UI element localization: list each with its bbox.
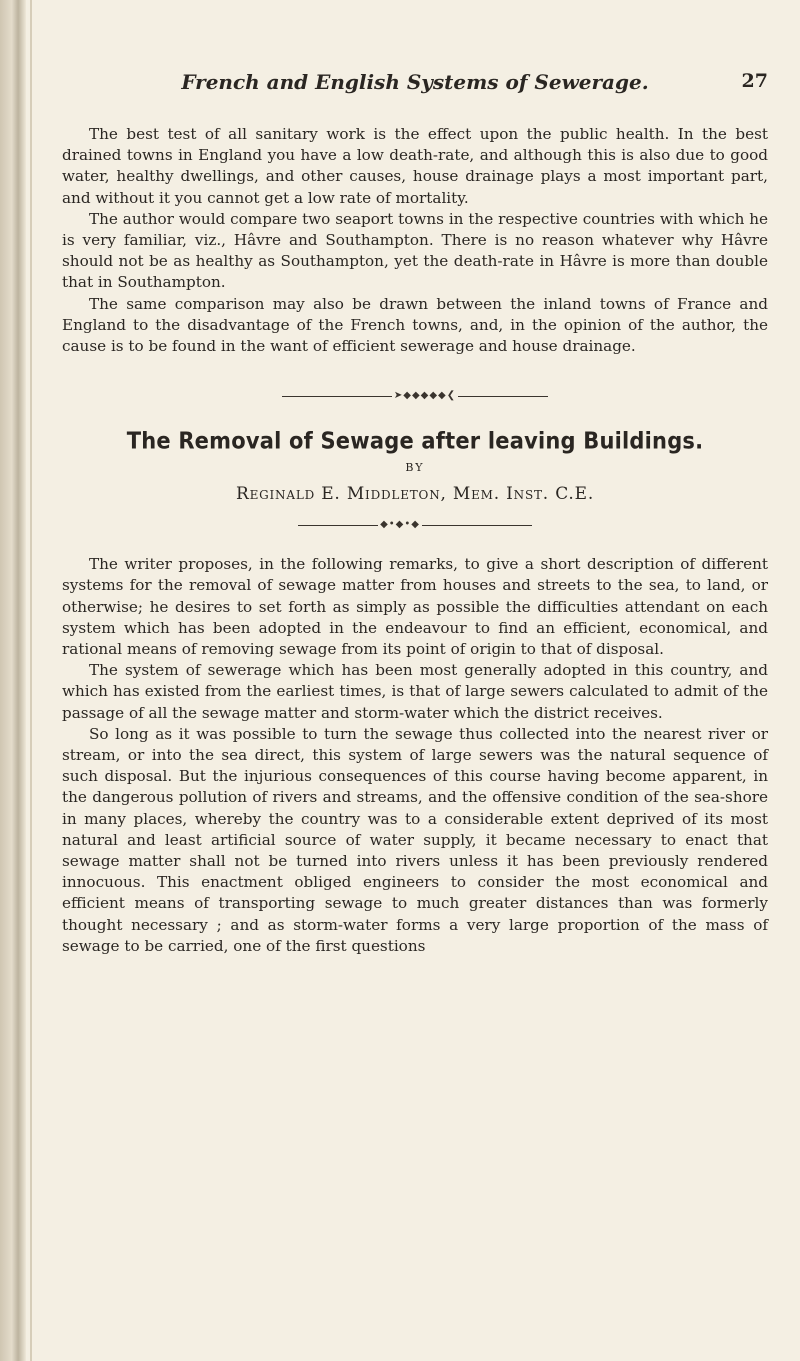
section-ornament [62, 391, 768, 401]
book-binding-edge [0, 0, 26, 1361]
running-title: French and English Systems of Sewerage. [181, 70, 649, 94]
article-title: The Removal of Sewage after leaving Buildings. [126, 428, 704, 455]
paragraph: The system of sewerage which has been most generally adopted in this country, and which has existed from the earliest times, is that of large sewers calculated to admit of the passage of all the sewage matter and storm-water which the district receives. [62, 661, 768, 722]
author-line: Reginald E. Middleton, Mem. Inst. C.E. [235, 484, 595, 505]
title-ornament [62, 520, 768, 530]
ornament-glyph: ◆•◆•◆ [380, 519, 420, 531]
running-head [62, 70, 768, 100]
ornament-rule [282, 396, 392, 397]
paragraph: The same comparison may also be drawn between the inland towns of France and England to the disadvantage of the French towns, and, in the opinion of the author, the cause is to be found in the want of efficient sewerage and house drainage. [62, 294, 768, 356]
ornament-rule [458, 396, 548, 397]
ornament-rule [422, 525, 532, 526]
paragraph: The author would compare two seaport towns in the respective countries with which he is very familiar, viz., Hâvre and Southampton. There is no reason whatever why Hâvre should not be as healthy as Southampton, yet the death-rate in Hâvre is more than double that in Southampton. [62, 209, 768, 292]
page [62, 70, 768, 957]
byline-label: BY [405, 461, 425, 475]
page-number: 27 [741, 70, 768, 92]
paragraph: The best test of all sanitary work is the effect upon the public health. In the best drained towns in England you have a low death-rate, and although this is also due to good water, healthy dwellings, and other causes, house drainage plays a most important part, and without it you cannot get a low rate of mortality. [62, 125, 768, 207]
paragraph: So long as it was possible to turn the sewage thus collected into the nearest river or stream, or into the sea direct, this system of large sewers was the natural sequence of such disposal. But the injurious consequences of this course having become apparent, in the dangerous pollution of rivers and streams, and the offensive condition of the sea-shore in many places, whereby the country was to a considerable extent deprived of its most natural and least artificial source of water supply, it became necessary to enact that sewage matter shall not be turned into rivers unless it has been previously rendered innocuous. This enactment obliged engineers to consider the most economical and efficient means of transporting sewage to much greater distances than was formerly thought necessary ; and as storm-water forms a very large proportion of the mass of sewage to be carried, one of the first questions [62, 724, 768, 955]
article-body [62, 554, 768, 957]
paragraph: The writer proposes, in the following remarks, to give a short description of different systems for the removal of sewage matter from houses and streets to the sea, to land, or otherwise; he desires to set forth as simply as possible the difficulties attendant on each system which has been adopted in the endeavour to find an efficient, economical, and rational means of removing sewage from its point of origin to that of disposal. [62, 555, 768, 659]
intro-section [62, 124, 768, 357]
ornament-glyph: ➤◆◆◆◆◆❮ [393, 390, 457, 402]
binding-shadow-line [30, 0, 32, 1361]
ornament-rule [298, 525, 378, 526]
